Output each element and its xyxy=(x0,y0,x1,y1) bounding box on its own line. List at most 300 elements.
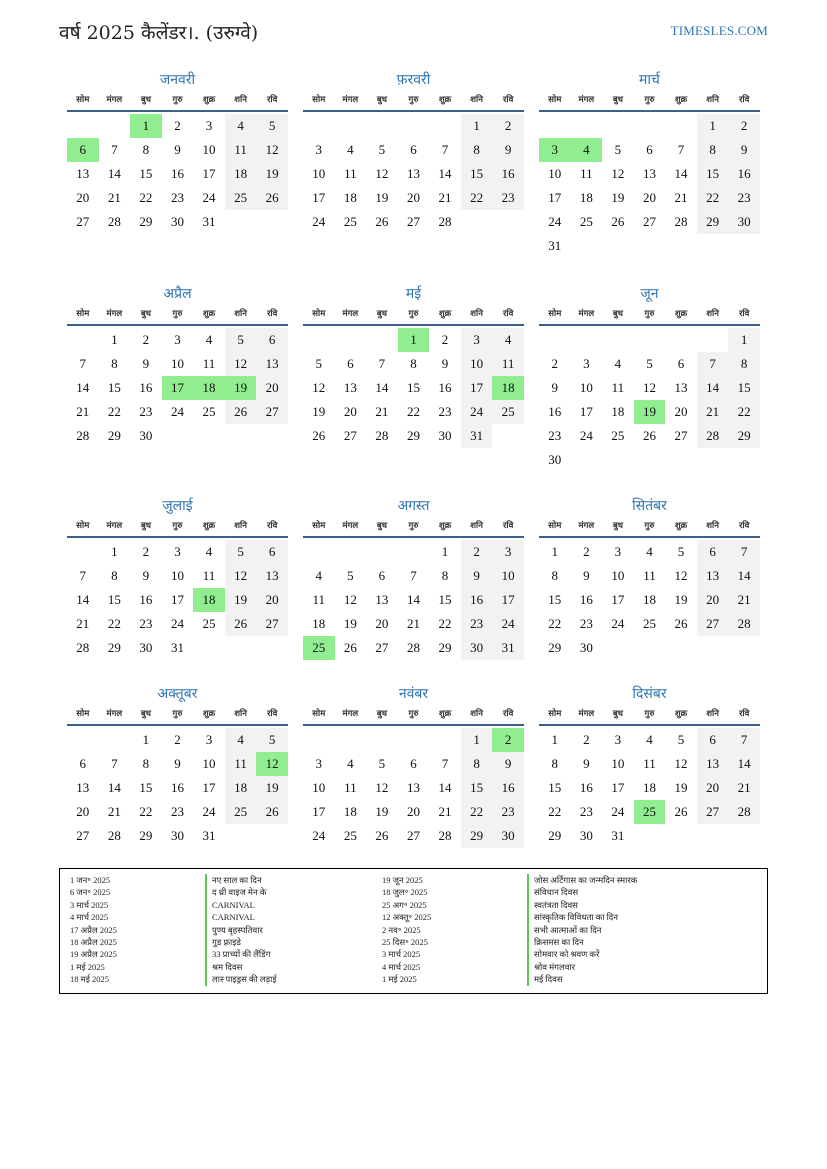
weekday-label: शनि xyxy=(470,709,483,719)
weekday-label: शुक्र xyxy=(202,309,216,319)
weekday-label: मंगल xyxy=(106,709,123,719)
day-cell: 11 xyxy=(312,592,326,607)
weekday-header xyxy=(539,516,760,538)
day-cell: 21 xyxy=(76,404,90,419)
day-cell: 25 xyxy=(579,214,593,229)
weekday-label: बुध xyxy=(376,309,387,319)
holiday-name: जोस अर्टिगास का जन्मदिन स्मारक xyxy=(527,874,637,886)
holiday-date: 12 अक्तू॰ 2025 xyxy=(382,912,432,923)
day-cell: 27 xyxy=(256,400,288,424)
weekday-label: बुध xyxy=(140,95,151,105)
day-cell: 25 xyxy=(343,214,357,229)
day-cell: 26 xyxy=(642,428,656,443)
day-cell: 25 xyxy=(225,186,257,210)
day-cell: 24 xyxy=(579,428,593,443)
day-cell: 16 xyxy=(139,380,153,395)
weekday-label: शुक्र xyxy=(674,309,688,319)
empty-cell xyxy=(193,636,225,660)
holiday-name: नए साल का दिन xyxy=(205,874,277,886)
day-cell: 30 xyxy=(728,210,760,234)
holiday-day-cell: 3 xyxy=(539,138,571,162)
day-cell: 21 xyxy=(107,190,121,205)
day-cell: 6 xyxy=(410,756,417,771)
weekday-label: रवि xyxy=(738,95,750,105)
day-cell: 19 xyxy=(343,616,357,631)
empty-cell xyxy=(697,636,729,660)
day-cell: 2 xyxy=(174,118,181,133)
weekday-label: बुध xyxy=(140,709,151,719)
empty-cell xyxy=(665,824,697,848)
holiday-date: 19 अप्रैल 2025 xyxy=(70,949,117,960)
day-cell: 28 xyxy=(107,214,121,229)
weekday-label: शुक्र xyxy=(674,521,688,531)
weekday-label: मंगल xyxy=(342,521,359,531)
day-cell: 5 xyxy=(378,142,386,157)
day-grid xyxy=(539,114,760,258)
empty-cell xyxy=(225,424,257,448)
day-cell: 10 xyxy=(170,568,184,583)
day-cell: 23 xyxy=(548,428,562,443)
holiday-name: श्रोव मंगलवार xyxy=(527,961,637,973)
day-cell: 21 xyxy=(728,588,760,612)
day-cell: 31 xyxy=(202,214,216,229)
day-cell: 27 xyxy=(406,828,420,843)
day-cell: 19 xyxy=(312,404,326,419)
day-cell: 27 xyxy=(406,214,420,229)
day-cell: 11 xyxy=(202,356,216,371)
day-cell: 10 xyxy=(461,352,493,376)
empty-cell xyxy=(539,328,571,352)
day-cell: 23 xyxy=(492,186,524,210)
day-cell: 8 xyxy=(111,356,118,371)
day-cell: 31 xyxy=(202,828,216,843)
empty-cell xyxy=(697,824,729,848)
holiday-names-col-2 xyxy=(527,874,637,986)
day-cell: 8 xyxy=(551,756,559,771)
day-cell: 15 xyxy=(139,780,153,795)
day-cell: 29 xyxy=(728,424,760,448)
weekday-label: शनि xyxy=(470,309,483,319)
day-cell: 14 xyxy=(406,592,420,607)
weekday-label: शनि xyxy=(470,95,483,105)
holiday-name: द थ्री वाइज मेन के xyxy=(205,886,277,898)
weekday-label: रवि xyxy=(738,309,750,319)
day-cell: 3 xyxy=(205,118,213,133)
holiday-date: 6 जन॰ 2025 xyxy=(70,887,111,898)
month-block xyxy=(67,70,288,234)
holiday-day-cell: 25 xyxy=(634,800,666,824)
day-cell: 4 xyxy=(614,356,622,371)
holiday-name: सांस्कृतिक विविधता का दिन xyxy=(527,911,637,923)
day-cell: 17 xyxy=(202,780,216,795)
weekday-label: रवि xyxy=(502,709,514,719)
day-cell: 9 xyxy=(142,568,150,583)
day-cell: 13 xyxy=(76,166,90,181)
day-cell: 2 xyxy=(441,332,449,347)
weekday-header xyxy=(303,304,524,326)
site-link[interactable]: TIMESLES.COM xyxy=(670,23,768,38)
weekday-label: मंगल xyxy=(106,521,123,531)
holiday-date: 3 मार्च 2025 xyxy=(70,899,109,910)
weekday-label: शुक्र xyxy=(438,95,452,105)
holiday-dates-col-1 xyxy=(70,874,117,986)
day-cell: 16 xyxy=(548,404,562,419)
day-cell: 17 xyxy=(611,592,625,607)
weekday-label: बुध xyxy=(612,309,623,319)
empty-cell xyxy=(67,540,99,564)
day-cell: 7 xyxy=(441,142,449,157)
day-cell: 25 xyxy=(492,400,524,424)
holiday-name: श्रम दिवस xyxy=(205,961,277,973)
month-name: जनवरी xyxy=(159,72,196,88)
weekday-label: बुध xyxy=(612,95,623,105)
day-cell: 8 xyxy=(461,138,493,162)
day-cell: 26 xyxy=(375,214,389,229)
day-cell: 4 xyxy=(225,728,257,752)
empty-cell xyxy=(665,234,697,258)
day-cell: 30 xyxy=(461,636,493,660)
holiday-date: 25 दिस॰ 2025 xyxy=(382,936,428,947)
day-cell: 6 xyxy=(697,728,729,752)
day-cell: 21 xyxy=(107,804,121,819)
day-cell: 31 xyxy=(492,636,524,660)
day-cell: 23 xyxy=(579,616,593,631)
holiday-day-cell: 18 xyxy=(193,588,225,612)
empty-cell xyxy=(602,448,634,472)
holiday-name: पुण्य बृहस्पतिवार xyxy=(205,924,277,936)
holiday-date: 1 जन॰ 2025 xyxy=(70,875,111,885)
weekday-label: गुरु xyxy=(172,309,183,319)
weekday-label: बुध xyxy=(140,521,151,531)
day-cell: 16 xyxy=(170,780,184,795)
day-cell: 5 xyxy=(347,568,354,583)
weekday-label: रवि xyxy=(266,521,278,531)
day-cell: 19 xyxy=(256,162,288,186)
day-cell: 7 xyxy=(410,568,417,583)
empty-cell xyxy=(366,540,398,564)
weekday-label: सोम xyxy=(548,309,562,319)
day-cell: 24 xyxy=(170,616,184,631)
empty-cell xyxy=(665,114,697,138)
day-cell: 27 xyxy=(256,612,288,636)
weekday-label: शनि xyxy=(234,521,247,531)
day-cell: 17 xyxy=(548,190,562,205)
month-name: सितंबर xyxy=(632,498,667,514)
empty-cell xyxy=(256,210,288,234)
day-cell: 21 xyxy=(438,190,452,205)
day-cell: 26 xyxy=(343,640,357,655)
day-cell: 12 xyxy=(375,780,389,795)
day-cell: 13 xyxy=(256,564,288,588)
day-cell: 7 xyxy=(441,756,449,771)
empty-cell xyxy=(366,328,398,352)
day-cell: 13 xyxy=(343,380,357,395)
month-name: जुलाई xyxy=(162,498,193,514)
day-cell: 20 xyxy=(256,588,288,612)
month-block xyxy=(67,684,288,848)
day-cell: 22 xyxy=(139,804,153,819)
day-cell: 31 xyxy=(548,238,562,253)
holiday-date: 1 मई 2025 xyxy=(70,961,105,972)
weekday-label: गुरु xyxy=(644,709,655,719)
day-cell: 7 xyxy=(677,142,685,157)
weekday-header xyxy=(67,90,288,112)
holiday-date: 2 नव॰ 2025 xyxy=(382,924,421,935)
month-block xyxy=(539,284,760,472)
day-cell: 28 xyxy=(697,424,729,448)
day-cell: 30 xyxy=(438,428,452,443)
day-cell: 6 xyxy=(256,540,288,564)
day-cell: 20 xyxy=(343,404,357,419)
day-cell: 21 xyxy=(728,776,760,800)
empty-cell xyxy=(366,728,398,752)
day-cell: 24 xyxy=(170,404,184,419)
day-cell: 9 xyxy=(174,756,181,771)
holiday-day-cell: 19 xyxy=(634,400,666,424)
weekday-label: सोम xyxy=(76,521,90,531)
day-cell: 17 xyxy=(312,804,326,819)
day-cell: 13 xyxy=(697,564,729,588)
day-cell: 22 xyxy=(728,400,760,424)
weekday-label: सोम xyxy=(76,309,90,319)
empty-cell xyxy=(665,636,697,660)
day-cell: 13 xyxy=(674,380,688,395)
day-cell: 24 xyxy=(202,190,216,205)
day-cell: 24 xyxy=(312,214,326,229)
day-cell: 27 xyxy=(674,428,688,443)
empty-cell xyxy=(634,114,666,138)
day-cell: 8 xyxy=(111,568,118,583)
day-cell: 3 xyxy=(174,332,181,347)
holiday-day-cell: 18 xyxy=(193,376,225,400)
day-cell: 12 xyxy=(375,166,389,181)
day-cell: 24 xyxy=(611,804,625,819)
weekday-label: शनि xyxy=(234,709,247,719)
day-cell: 1 xyxy=(551,544,559,559)
month-name: नवंबर xyxy=(398,686,429,702)
day-cell: 6 xyxy=(347,356,354,371)
day-cell: 13 xyxy=(406,780,420,795)
empty-cell xyxy=(303,728,335,752)
empty-cell xyxy=(67,114,99,138)
day-cell: 20 xyxy=(406,804,420,819)
day-cell: 20 xyxy=(76,190,90,205)
day-cell: 9 xyxy=(728,138,760,162)
day-cell: 14 xyxy=(697,376,729,400)
day-cell: 16 xyxy=(139,592,153,607)
holiday-day-cell: 12 xyxy=(256,752,288,776)
empty-cell xyxy=(634,328,666,352)
day-cell: 22 xyxy=(548,804,562,819)
day-cell: 14 xyxy=(375,380,389,395)
day-cell: 5 xyxy=(256,728,288,752)
empty-cell xyxy=(492,210,524,234)
day-grid xyxy=(303,114,524,234)
day-cell: 10 xyxy=(170,356,184,371)
day-cell: 10 xyxy=(611,568,625,583)
day-cell: 18 xyxy=(611,404,625,419)
day-cell: 19 xyxy=(674,780,688,795)
empty-cell xyxy=(492,424,524,448)
empty-cell xyxy=(303,540,335,564)
weekday-label: गुरु xyxy=(408,309,419,319)
day-cell: 4 xyxy=(492,328,524,352)
day-cell: 8 xyxy=(142,756,150,771)
day-cell: 29 xyxy=(461,824,493,848)
empty-cell xyxy=(697,448,729,472)
day-cell: 10 xyxy=(492,564,524,588)
day-cell: 3 xyxy=(205,732,213,747)
day-cell: 11 xyxy=(344,166,357,181)
weekday-label: रवि xyxy=(738,709,750,719)
month-block xyxy=(303,70,524,234)
day-cell: 21 xyxy=(406,616,420,631)
day-cell: 27 xyxy=(697,612,729,636)
day-cell: 12 xyxy=(611,166,625,181)
day-cell: 4 xyxy=(315,568,323,583)
day-cell: 23 xyxy=(170,804,184,819)
day-cell: 19 xyxy=(375,190,389,205)
holiday-date: 18 मई 2025 xyxy=(70,974,110,985)
day-cell: 1 xyxy=(697,114,729,138)
weekday-label: सोम xyxy=(312,95,326,105)
day-cell: 25 xyxy=(225,800,257,824)
day-cell: 30 xyxy=(579,828,593,843)
empty-cell xyxy=(398,540,430,564)
day-grid xyxy=(539,728,760,848)
weekday-header xyxy=(303,90,524,112)
day-cell: 23 xyxy=(579,804,593,819)
day-cell: 29 xyxy=(139,214,153,229)
weekday-header xyxy=(67,516,288,538)
weekday-label: मंगल xyxy=(342,309,359,319)
weekday-label: रवि xyxy=(502,521,514,531)
holiday-name: मई दिवस xyxy=(527,973,637,985)
weekday-header xyxy=(67,304,288,326)
empty-cell xyxy=(602,636,634,660)
day-cell: 2 xyxy=(174,732,181,747)
weekday-label: गुरु xyxy=(172,521,183,531)
weekday-label: गुरु xyxy=(644,309,655,319)
day-cell: 4 xyxy=(646,732,653,747)
empty-cell xyxy=(697,234,729,258)
day-cell: 7 xyxy=(79,356,87,371)
day-cell: 5 xyxy=(378,756,386,771)
day-cell: 6 xyxy=(410,142,417,157)
empty-cell xyxy=(461,210,493,234)
day-cell: 2 xyxy=(551,356,559,371)
day-cell: 10 xyxy=(312,166,326,181)
holiday-name: गुड फ़्राइडे xyxy=(205,936,277,948)
day-cell: 2 xyxy=(142,544,150,559)
day-cell: 22 xyxy=(548,616,562,631)
day-cell: 11 xyxy=(643,568,656,583)
day-cell: 12 xyxy=(674,756,688,771)
day-cell: 26 xyxy=(611,214,625,229)
weekday-header xyxy=(67,704,288,726)
empty-cell xyxy=(67,328,99,352)
day-cell: 11 xyxy=(225,752,257,776)
day-cell: 5 xyxy=(225,328,257,352)
holiday-date: 1 मई 2025 xyxy=(382,974,417,985)
empty-cell xyxy=(67,728,99,752)
weekday-label: सोम xyxy=(548,709,562,719)
day-cell: 7 xyxy=(111,756,118,771)
day-cell: 4 xyxy=(347,756,354,771)
day-cell: 7 xyxy=(697,352,729,376)
weekday-label: शुक्र xyxy=(674,709,688,719)
day-cell: 11 xyxy=(344,780,357,795)
holiday-name: CARNIVAL xyxy=(205,899,277,911)
day-cell: 1 xyxy=(461,728,493,752)
day-cell: 25 xyxy=(202,616,216,631)
day-cell: 12 xyxy=(256,138,288,162)
weekday-label: बुध xyxy=(376,95,387,105)
day-cell: 10 xyxy=(611,756,625,771)
weekday-label: गुरु xyxy=(172,95,183,105)
day-cell: 2 xyxy=(492,114,524,138)
day-cell: 18 xyxy=(225,162,257,186)
holiday-date: 18 अप्रैल 2025 xyxy=(70,936,117,947)
weekday-label: सोम xyxy=(312,309,326,319)
day-cell: 16 xyxy=(492,162,524,186)
day-cell: 6 xyxy=(79,756,87,771)
day-cell: 3 xyxy=(315,756,323,771)
day-cell: 17 xyxy=(611,780,625,795)
weekday-label: शुक्र xyxy=(202,521,216,531)
day-cell: 12 xyxy=(312,380,326,395)
day-cell: 9 xyxy=(174,142,181,157)
holiday-date: 17 अप्रैल 2025 xyxy=(70,924,117,935)
day-cell: 9 xyxy=(461,564,493,588)
empty-cell xyxy=(634,234,666,258)
day-cell: 29 xyxy=(139,828,153,843)
day-cell: 19 xyxy=(611,190,625,205)
weekday-label: बुध xyxy=(376,709,387,719)
weekday-label: शनि xyxy=(706,309,719,319)
empty-cell xyxy=(571,114,603,138)
day-cell: 26 xyxy=(312,428,326,443)
day-cell: 16 xyxy=(461,588,493,612)
day-cell: 5 xyxy=(646,356,653,371)
weekday-label: गुरु xyxy=(644,95,655,105)
day-cell: 15 xyxy=(461,162,493,186)
weekday-label: गुरु xyxy=(408,95,419,105)
empty-cell xyxy=(634,824,666,848)
month-name: फ़रवरी xyxy=(396,72,431,88)
empty-cell xyxy=(193,424,225,448)
weekday-label: शुक्र xyxy=(674,95,688,105)
day-cell: 18 xyxy=(225,776,257,800)
weekday-label: शनि xyxy=(706,95,719,105)
day-cell: 10 xyxy=(579,380,593,395)
day-cell: 4 xyxy=(205,544,213,559)
day-cell: 13 xyxy=(642,166,656,181)
day-cell: 9 xyxy=(551,380,559,395)
weekday-label: सोम xyxy=(76,709,90,719)
day-cell: 15 xyxy=(548,592,562,607)
month-block xyxy=(67,284,288,448)
weekday-label: रवि xyxy=(502,95,514,105)
weekday-label: बुध xyxy=(612,521,623,531)
day-cell: 19 xyxy=(674,592,688,607)
holiday-name: स्वतंत्रता दिवस xyxy=(527,899,637,911)
day-cell: 24 xyxy=(548,214,562,229)
day-cell: 30 xyxy=(548,452,562,467)
day-cell: 20 xyxy=(76,804,90,819)
weekday-label: शनि xyxy=(706,521,719,531)
empty-cell xyxy=(335,728,367,752)
